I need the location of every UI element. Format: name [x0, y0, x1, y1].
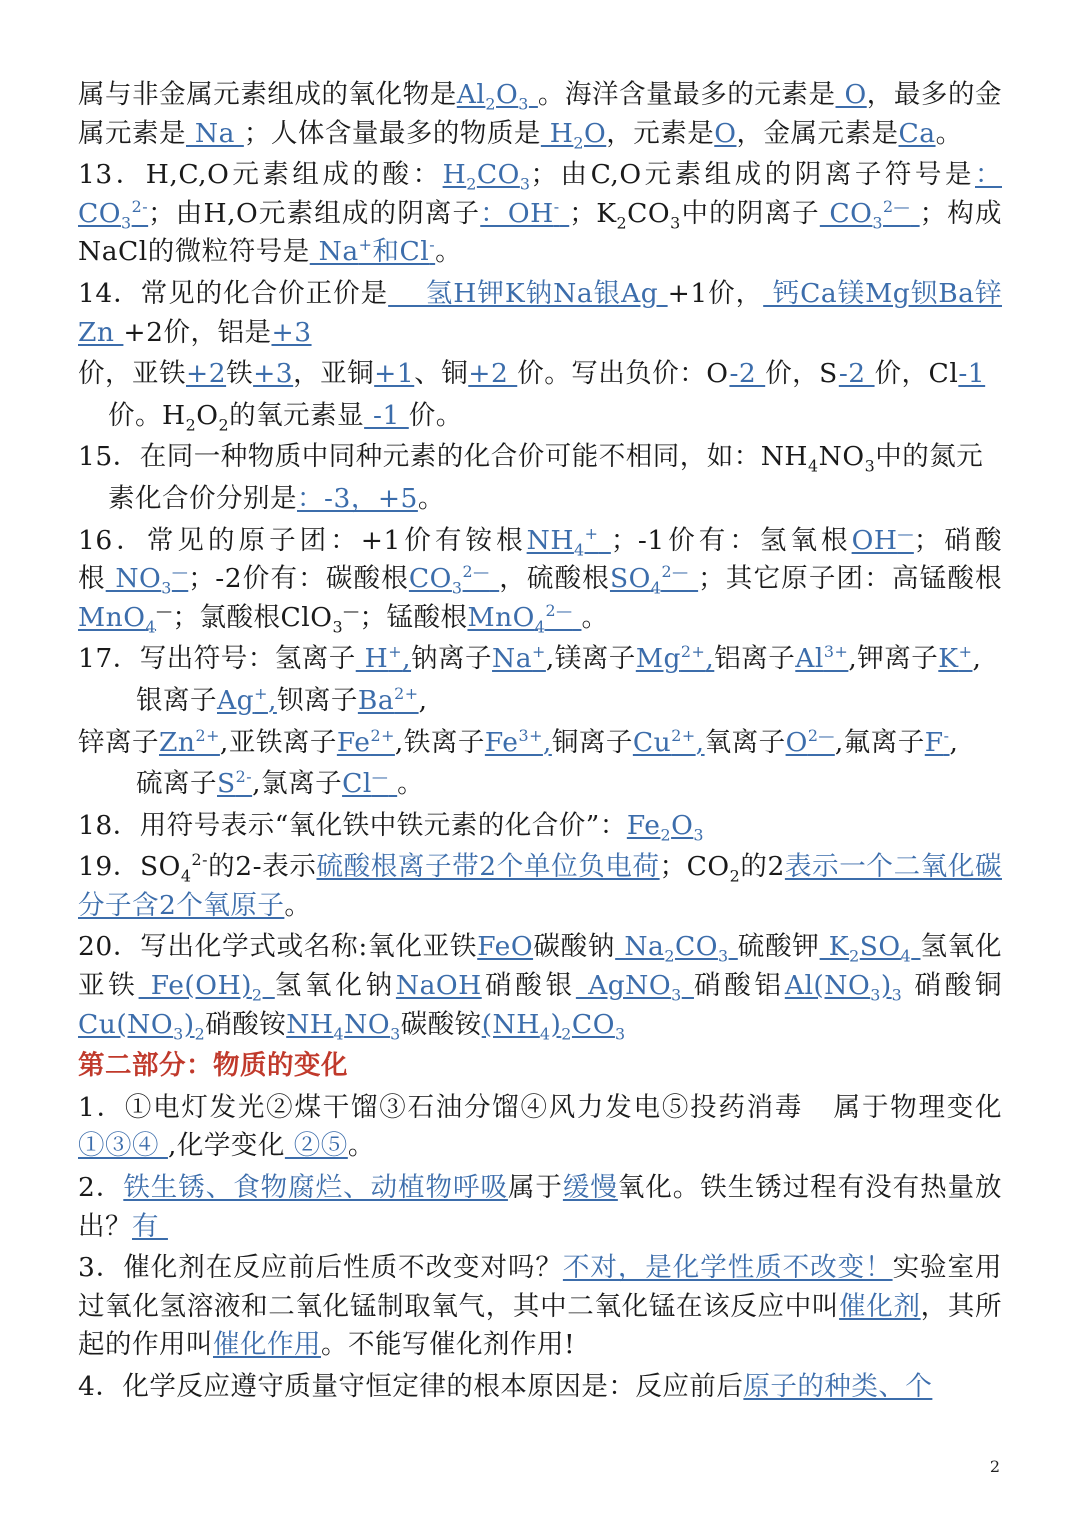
item-19: 19．$SO_4^{2-}$的2-表示硫酸根离子带2个单位负电荷；$CO_2$的2表示一个二氧化碳分子含2个氧原子。	[78, 850, 1002, 921]
part2-item-1: 1．①电灯发光②煤干馏③石油分馏④风力发电⑤投药消毒 属于物理变化①③④ ,化学变化 ②⑤。	[78, 1091, 1002, 1162]
part2-item-4: 4．化学反应遵守质量守恒定律的根本原因是：反应前后原子的种类、个	[78, 1371, 933, 1402]
part2-item-3: 3．催化剂在反应前后性质不改变对吗？不对，是化学性质不改变！实验室用过氧化氢溶液和二氧化锰制取氧气，其中二氧化锰在该反应中叫催化剂，其所起的作用叫催化作用。不能写催化剂作用!	[78, 1252, 1003, 1361]
item-14-line3: 价。$H_2O_2$的氧元素显 -1 价。	[108, 399, 463, 435]
item-14-line2: 价，亚铁+2铁+3，亚铜+1、铜+2 价。写出负价：O-2 价，S-2 价，Cl-1	[78, 358, 986, 390]
item-16: 16．常见的原子团：+1价有铵根$NH_4^+$ ；-1价有：氢氧根OH—；硝酸根 $NO_3^—$；-2价有：碳酸根$CO_3^{2—}$ ，硫酸根$SO_4^{2—}$ ；其它原子团：高锰酸根MnO$_4$—；氯酸根ClO$_3$—；锰酸根MnO$_4^{2—}$ 。	[78, 523, 1003, 637]
item-17-line2: 银离子Ag+,钡离子$Ba^{2+}$,	[136, 684, 428, 716]
item-14: 14．常见的化合价正价是 氢H钾K钠Na银Ag +1价， 钙Ca镁Mg钡Ba锌Zn +2价，铝是+3	[78, 277, 1002, 348]
section-heading: 第二部分：物质的变化	[78, 1050, 348, 1082]
item-12-continued: 属与非金属元素组成的氧化物是$Al_2O_3$ 。海洋含量最多的元素是 O，最多的金属元素是 Na ；人体含量最多的物质是 $H_2O$，元素是O，金属元素是Ca。	[78, 79, 1003, 152]
item-20: 20．写出化学式或名称:氧化亚铁FeO碳酸钠 $Na_2CO_3$ 硫酸钾 $K_2SO_4$ 氢氧化亚铁 $Fe(OH)_2$ 氢氧化钠NaOH硝酸银 AgNO$_3$ 硝酸铝$Al(NO_3)_3$ 硝酸铜$Cu(NO_3)_2$硝酸铵$NH_4NO_3$碳酸铵$(NH_4)_2CO_3$	[78, 931, 1003, 1043]
item-15: 15．在同一种物质中同种元素的化合价可能不相同，如：$NH_4NO_3$中的氮元	[78, 441, 984, 476]
item-17: 17．写出符号：氢离子 H+,钠离子Na+,镁离子$Mg^{2+}$,铝离子$Al^{3+}$,钾离子K+,	[78, 642, 982, 675]
page-number: 2	[989, 1457, 1000, 1476]
item-17-line4: 硫离子$S^{2-}$,氯离子Cl— 。	[136, 767, 425, 800]
document-content	[78, 76, 1002, 1407]
item-18: 18．用符号表示“氧化铁中铁元素的化合价”：$Fe_2O_3$	[78, 809, 704, 844]
item-15-line2: 素化合价分别是：-3，+5。	[108, 482, 445, 514]
item-13: 13．H,C,O元素组成的酸：$H_2CO_3$；由C,O元素组成的阴离子符号是：$CO_3^{2-}$；由H,O元素组成的阴离子：OH- ；$K_2CO_3$中的阴离子 $CO_3^{2—}$ ；构成NaCl的微粒符号是 Na+和Cl-。	[78, 159, 1002, 268]
item-17-line3: 锌离子$Zn^{2+}$,亚铁离子$Fe^{2+}$,铁离子$Fe^{3+}$,铜离子$Cu^{2+}$,氧离子$O^{2—}$,氟离子F-,	[78, 725, 959, 758]
part2-item-2: 2．铁生锈、食物腐烂、动植物呼吸属于缓慢氧化。铁生锈过程有没有热量放出？有	[78, 1172, 1003, 1242]
